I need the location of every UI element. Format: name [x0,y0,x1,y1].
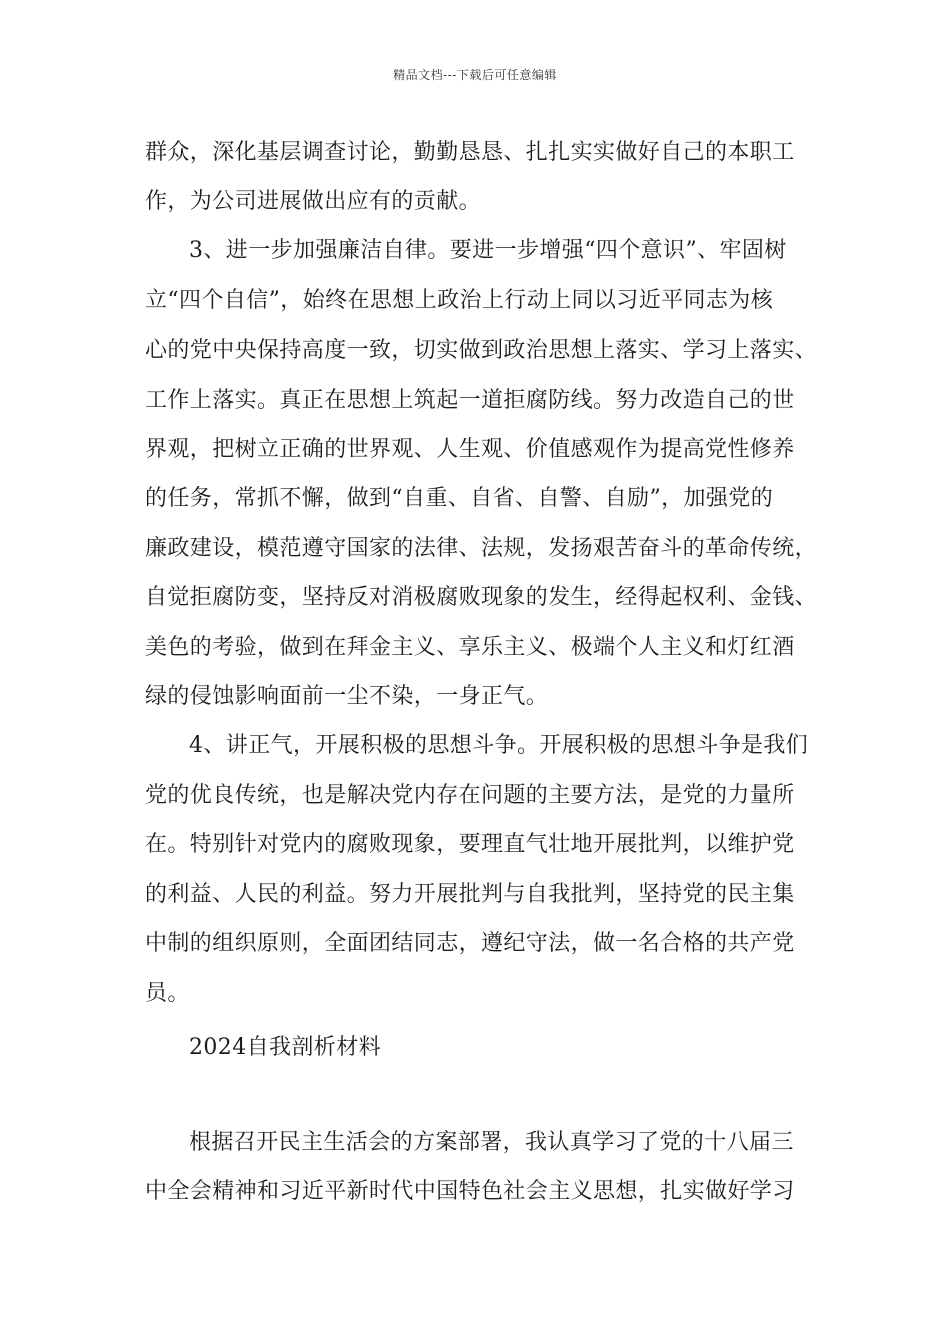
body-line: 中全会精神和习近平新时代中国特色社会主义思想，扎实做好学习 [145,1179,795,1204]
section-title: 2024自我剖析材料 [189,1035,381,1060]
body-line: 界观，把树立正确的世界观、人生观、价值感观作为提高党性修养 [145,437,795,462]
body-line: 绿的侵蚀影响面前一尘不染，一身正气。 [145,684,549,709]
page-header: 精品文档---下载后可任意编辑 [393,68,557,82]
body-line: 自觉拒腐防变，坚持反对消极腐败现象的发生，经得起权利、金钱、 [145,585,818,610]
body-line: 在。特别针对党内的腐败现象，要理直气壮地开展批判，以维护党 [145,832,795,857]
body-line: 的利益、人民的利益。努力开展批判与自我批判，坚持党的民主集 [145,882,795,907]
body-line: 立“四个自信”，始终在思想上政治上行动上同以习近平同志为核 [145,288,774,313]
body-line: 作，为公司进展做出应有的贡献。 [145,189,482,214]
body-line: 党的优良传统，也是解决党内存在问题的主要方法，是党的力量所 [145,783,795,808]
body-line: 的任务，常抓不懈，做到“自重、自省、自警、自励”，加强党的 [145,486,774,511]
body-line: 美色的考验，做到在拜金主义、享乐主义、极端个人主义和灯红酒 [145,635,795,660]
body-line: 根据召开民主生活会的方案部署，我认真学习了党的十八届三 [189,1130,794,1155]
body-line: 4、讲正气，开展积极的思想斗争。开展积极的思想斗争是我们 [189,733,809,758]
body-line: 工作上落实。真正在思想上筑起一道拒腐防线。努力改造自己的世 [145,388,795,413]
body-line: 中制的组织原则，全面团结同志，遵纪守法，做一名合格的共产党 [145,931,795,956]
body-line: 廉政建设，模范遵守国家的法律、法规，发扬艰苦奋斗的革命传统， [145,536,818,561]
body-line: 心的党中央保持高度一致，切实做到政治思想上落实、学习上落实、 [145,338,818,363]
body-line: 员。 [145,981,190,1006]
body-line: 3、进一步加强廉洁自律。要进一步增强“四个意识”、牢固树 [189,238,787,263]
body-line: 群众，深化基层调查讨论，勤勤恳恳、扎扎实实做好自己的本职工 [145,140,795,165]
